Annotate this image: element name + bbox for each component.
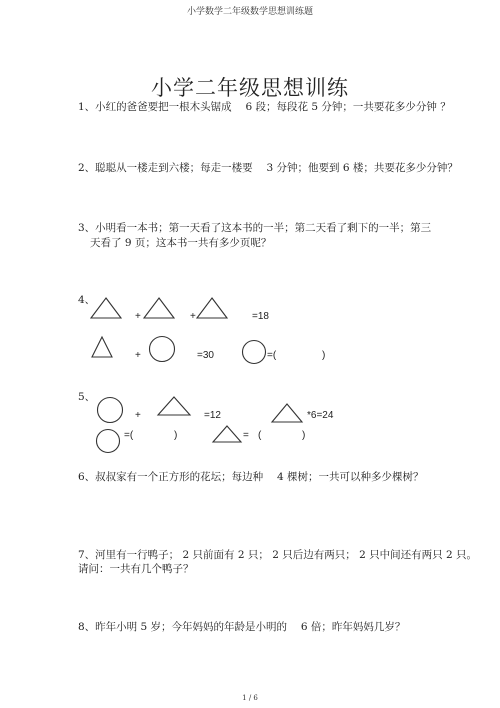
triangle-shape <box>212 425 242 443</box>
triangle-shape <box>271 403 303 423</box>
plus-sign: + <box>135 350 141 361</box>
circle-shape <box>95 428 121 454</box>
question-7-line-1: 7、河里有一行鸭子； 2 只前面有 2 只； 2 只后边有两只； 2 只中间还有两只 2 只。 <box>78 549 477 561</box>
equals-30: =30 <box>197 350 214 361</box>
triangle-shape <box>90 297 122 319</box>
plus-sign: + <box>190 311 196 322</box>
question-3-line-2: 天看了 9 页；这本书一共有多少页呢？ <box>90 237 272 249</box>
close-paren: ) <box>302 430 306 441</box>
question-2: 2、聪聪从一楼走到六楼；每走一楼要 3 分钟；他要到 6 楼；共要花多少分钟？ <box>78 162 458 174</box>
question-1: 1、小红的爸爸要把一根木头锯成 6 段；每段花 5 分钟；一共要花多少分钟 ？ <box>78 101 451 113</box>
question-8: 8、昨年小明 5 岁；今年妈妈的年龄是小明的 6 倍；昨年妈妈几岁？ <box>78 621 406 633</box>
question-6: 6、叔叔家有一个正方形的花坛；每边种 4 棵树；一共可以种多少棵树？ <box>78 471 424 483</box>
close-paren: ) <box>322 350 326 361</box>
times-6-equals-24: *6=24 <box>307 410 334 421</box>
open-paren: ( <box>258 430 262 441</box>
close-paren: ) <box>174 430 178 441</box>
triangle-shape <box>196 297 228 319</box>
equals-12: =12 <box>204 410 221 421</box>
question-5-label: 5、 <box>78 391 96 403</box>
equals-sign: = <box>243 430 249 441</box>
question-4-label: 4、 <box>78 294 96 306</box>
equals-open-paren: =( <box>124 430 134 441</box>
equals-open-paren: =( <box>267 350 277 361</box>
running-head: 小学数学二年级数学思想训练题 <box>186 7 313 17</box>
equals-18: =18 <box>252 311 269 322</box>
triangle-shape <box>91 336 113 358</box>
circle-shape <box>148 335 176 363</box>
plus-sign: + <box>135 311 141 322</box>
page-number: 1 / 6 <box>242 694 258 702</box>
triangle-shape <box>157 396 191 416</box>
circle-shape <box>96 396 124 424</box>
question-3-line-1: 3、小明看一本书；第一天看了这本书的一半；第二天看了剩下的一半；第三 <box>78 222 432 234</box>
question-7-line-2: 请问：一共有几个鸭子？ <box>78 563 194 575</box>
page-title: 小学二年级思想训练 <box>151 76 349 100</box>
circle-shape <box>241 339 267 365</box>
triangle-shape <box>143 297 175 319</box>
plus-sign: + <box>135 410 141 421</box>
